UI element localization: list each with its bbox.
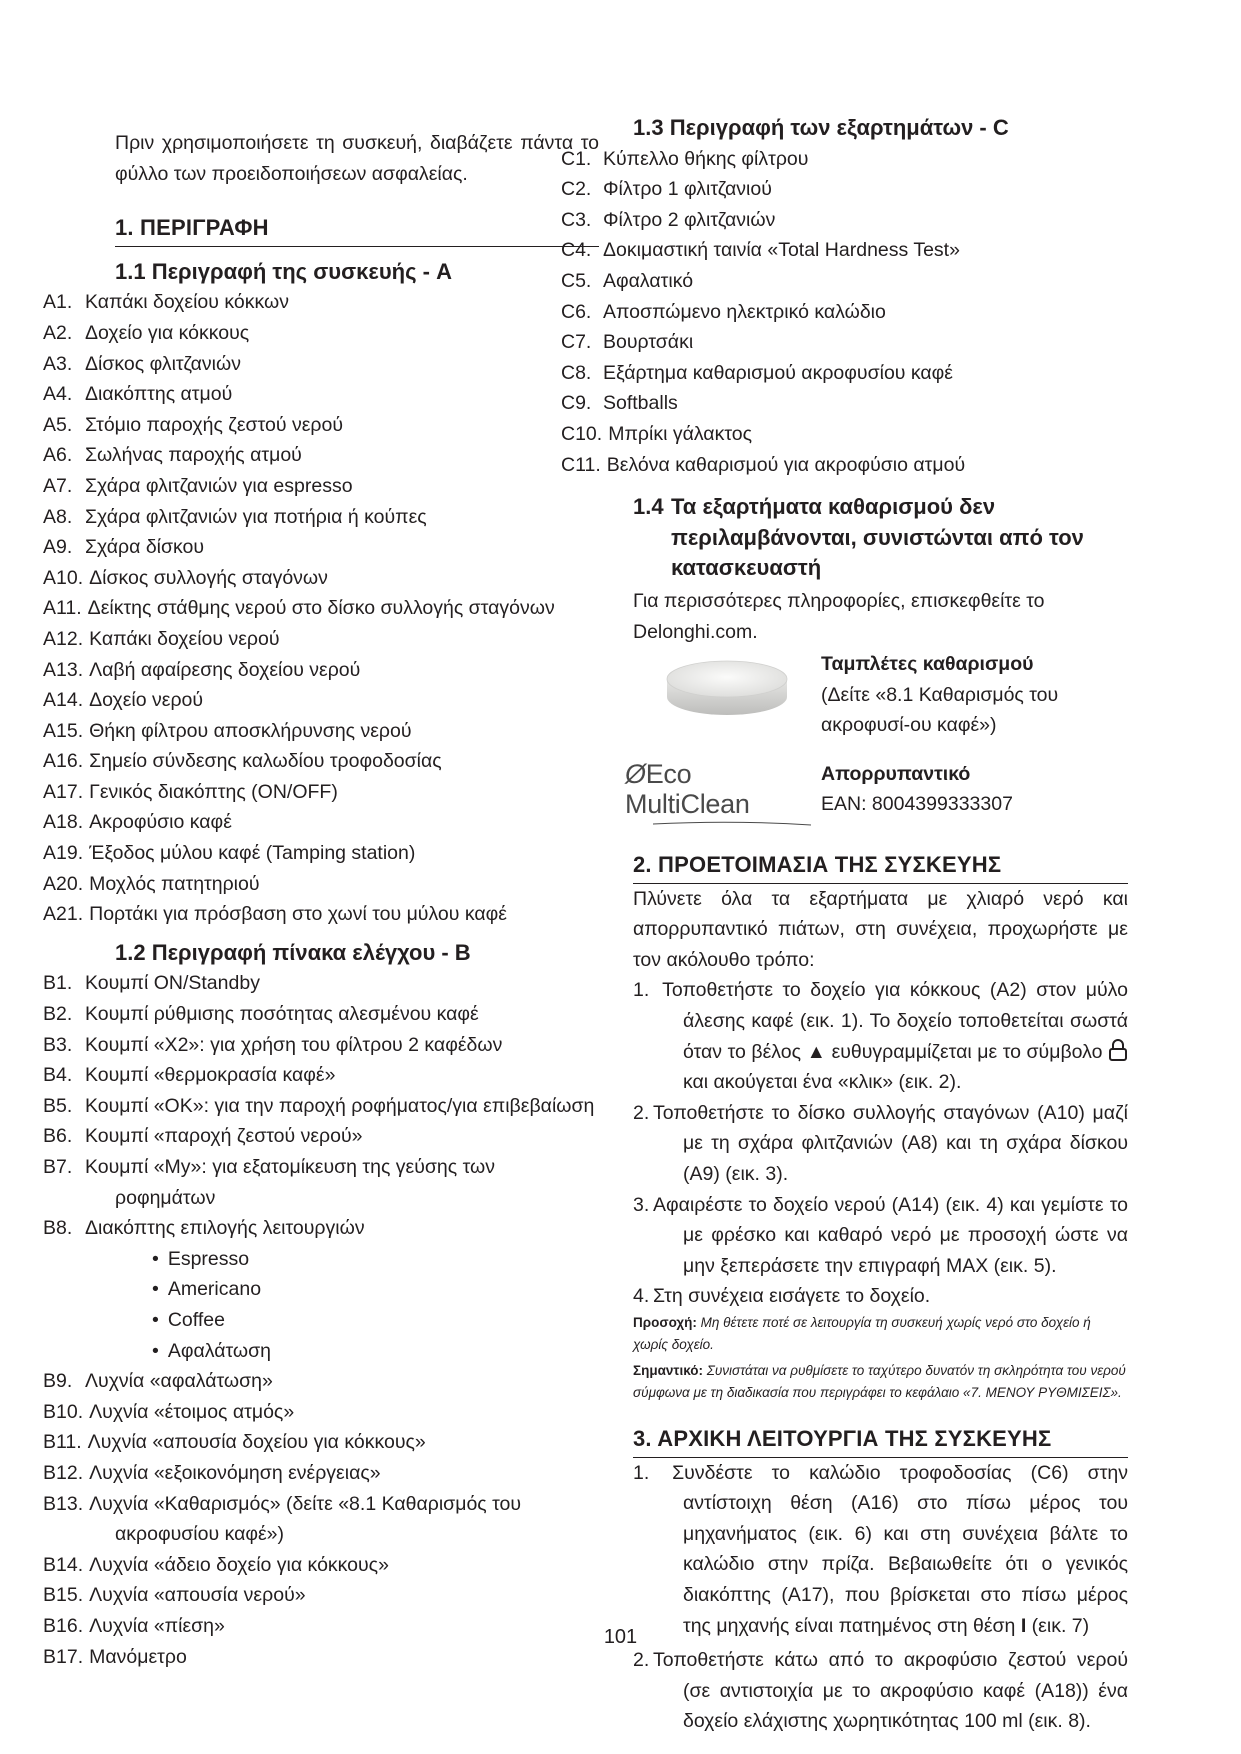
function-option: • Espresso <box>152 1244 599 1275</box>
list-item <box>43 807 599 838</box>
list-item: B4. Κουμπί «θερμοκρασία καφέ» <box>43 1064 336 1087</box>
list-item <box>561 419 1128 450</box>
list-item: B3. Κουμπί «X2»: για χρήση του φίλτρου 2 καφέδων <box>43 1033 503 1056</box>
item-text: Φίλτρο 1 φλιτζανιού <box>603 178 772 201</box>
item-code: B14. <box>43 1553 84 1576</box>
arrow-up-icon: ▲ <box>806 1040 826 1063</box>
logo-swoosh-icon <box>633 818 813 828</box>
item-code: C11. <box>561 453 601 476</box>
section-1-3-heading: 1.3 Περιγραφή των εξαρτημάτων - C <box>633 115 1009 140</box>
list-item: C4. Δοκιμαστική ταινία «Total Hardness Test» <box>561 239 960 262</box>
list-item <box>43 1427 599 1458</box>
item-text: Λυχνία «έτοιμος ατμός» <box>89 1400 295 1423</box>
item-code: A15. <box>43 719 84 742</box>
item-text: Δίσκος φλιτζανιών <box>85 352 241 375</box>
item-text: Μανόμετρο <box>89 1645 187 1668</box>
list-item: A6. Σωλήνας παροχής ατμού <box>43 444 302 467</box>
item-code: B15. <box>43 1584 84 1607</box>
list-item: B9. Λυχνία «αφαλάτωση» <box>43 1370 273 1393</box>
intro-text: Πριν χρησιμοποιήσετε τη συσκευή, διαβάζετε πάντα το φύλλο των προειδοποιήσεων ασφαλείας. <box>115 132 599 185</box>
item-text: Λυχνία «αφαλάτωση» <box>85 1370 273 1393</box>
section-1-2-heading: 1.2 Περιγραφή πίνακα ελέγχου - B <box>115 939 471 965</box>
item-text: Θήκη φίλτρου αποσκλήρυνσης νερού <box>89 719 412 742</box>
list-item: B6. Κουμπί «παροχή ζεστού νερού» <box>43 1125 363 1148</box>
list-item <box>43 1397 599 1428</box>
item-code: B13. <box>43 1492 84 1515</box>
item-code: C10. <box>561 422 603 445</box>
list-item: A4. Διακόπτης ατμού <box>43 383 233 406</box>
item-text: Έξοδος μύλου καφέ (Tamping station) <box>89 842 416 865</box>
list-item <box>43 777 599 808</box>
item-text: Λυχνία «Καθαρισμός» (δείτε «8.1 Καθαρισμός του ακροφυσίου καφέ») <box>89 1492 522 1546</box>
item-text: Δοκιμαστική ταινία «Total Hardness Test» <box>603 239 960 262</box>
item-code: A11. <box>43 597 82 620</box>
list-item <box>43 593 599 624</box>
item-code: B12. <box>43 1461 84 1484</box>
item-text: Softballs <box>603 392 678 415</box>
left-column <box>43 128 599 1672</box>
list-item: C5. Αφαλατικό <box>561 269 694 292</box>
detergent-ean: EAN: 8004399333307 <box>821 793 1013 816</box>
list-item: A9. Σχάρα δίσκου <box>43 536 205 559</box>
step-number: 3. <box>633 1193 650 1216</box>
first-use-step-1: 1. Συνδέστε το καλώδιο τροφοδοσίας (C6) στην αντίστοιχη θέση (A16) στο πίσω μέρος του μηχανήματος (εικ. 6) και στη συνέχεια βάλτε το καλώδιο στην πρίζα. Βεβαιωθείτε ότι ο γενικός διακόπτης (A17), που βρίσκεται στο πίσω μέρος της μηχανής είναι πατημένος στη θέση I (εικ. 7) <box>633 1458 1128 1642</box>
item-text: Στόμιο παροχής ζεστού νερού <box>85 413 343 436</box>
item-text: Λυχνία «άδειο δοχείο για κόκκους» <box>89 1553 389 1576</box>
prep-step-4: 4. Στη συνέχεια εισάγετε το δοχείο. <box>633 1281 1128 1312</box>
prep-step-1: 1. Τοποθετήστε το δοχείο για κόκκους (A2) στον μύλο άλεσης καφέ (εικ. 1). Το δοχείο τοποθετείται σωστά όταν το βέλος ▲ ευθυγραμμίζεται με το σύμβολο και ακούγεται ένα «κλικ» (εικ. 2). <box>633 975 1128 1097</box>
item-code: A10. <box>43 566 84 589</box>
eco-multiclean-logo <box>625 758 821 828</box>
section-1-4-heading <box>633 492 1128 584</box>
item-text: Λυχνία «απουσία δοχείου για κόκκους» <box>87 1431 426 1454</box>
item-text: Κουμπί ON/Standby <box>85 972 260 995</box>
item-text: Κουμπί «θερμοκρασία καφέ» <box>85 1064 336 1087</box>
cleaning-tablet-image <box>633 649 821 729</box>
item-text: Αφαλατικό <box>603 269 694 292</box>
more-info-text: Για περισσότερες πληροφορίες, επισκεφθείτε το Delonghi.com. <box>633 589 1045 643</box>
item-text: Γενικός διακόπτης (ON/OFF) <box>89 780 338 803</box>
item-code: A12. <box>43 627 84 650</box>
step-number: 2. <box>633 1649 650 1672</box>
item-code: A19. <box>43 842 84 865</box>
list-item <box>561 450 1128 481</box>
list-item <box>43 1550 599 1581</box>
list-item <box>43 685 599 716</box>
item-text: Πορτάκι για πρόσβαση στο χωνί του μύλου καφέ <box>89 903 507 926</box>
step-number: 1. <box>633 979 650 1002</box>
list-item <box>43 869 599 900</box>
item-text: Σχάρα φλιτζανιών για ποτήρια ή κούπες <box>85 505 427 528</box>
item-code: A21. <box>43 903 84 926</box>
function-option: • Americano <box>152 1274 599 1305</box>
control-panel-list <box>43 968 599 1243</box>
list-item: C2. Φίλτρο 1 φλιτζανιού <box>561 178 772 201</box>
list-item: A3. Δίσκος φλιτζανιών <box>43 352 241 375</box>
list-item: B1. Κουμπί ON/Standby <box>43 972 260 995</box>
list-item <box>43 655 599 686</box>
item-code: B16. <box>43 1614 84 1637</box>
item-text: Φίλτρο 2 φλιτζανιών <box>603 208 776 231</box>
item-text: Μπρίκι γάλακτος <box>608 422 752 445</box>
item-code: B10. <box>43 1400 84 1423</box>
detergent <box>625 758 1128 828</box>
list-item <box>43 716 599 747</box>
item-code: A16. <box>43 750 84 773</box>
tablet-icon <box>657 649 797 729</box>
step-number: 2. <box>633 1101 650 1124</box>
list-item: C3. Φίλτρο 2 φλιτζανιών <box>561 208 776 231</box>
item-text: Δοχείο νερού <box>89 689 204 712</box>
item-text: Αποσπώμενο ηλεκτρικό καλώδιο <box>603 300 886 323</box>
section-1-4-number: 1.4 <box>633 494 664 520</box>
page-number: 101 <box>603 1626 638 1648</box>
item-text: Εξάρτημα καθαρισμού ακροφυσίου καφέ <box>603 361 953 384</box>
list-item: A7. Σχάρα φλιτζανιών για espresso <box>43 474 353 497</box>
caution-note: Προσοχή: Μη θέτετε ποτέ σε λειτουργία τη συσκευή χωρίς νερό στο δοχείο ή χωρίς δοχείο. <box>633 1314 1091 1352</box>
detergent-title: Απορρυπαντικό <box>821 762 971 785</box>
function-selector-options <box>115 1244 599 1366</box>
section-2-intro: Πλύνετε όλα τα εξαρτήματα με χλιαρό νερό και απορρυπαντικό πιάτων, στη συνέχεια, προχωρήστε με τον ακόλουθο τρόπο: <box>633 887 1128 971</box>
item-text: Δείκτης στάθμης νερού στο δίσκο συλλογής σταγόνων <box>87 597 555 620</box>
list-item <box>43 563 599 594</box>
item-text: Κουμπί «παροχή ζεστού νερού» <box>85 1125 363 1148</box>
lock-icon <box>1108 1039 1128 1061</box>
item-text: Κουμπί «OK»: για την παροχή ροφήματος/για επιβεβαίωση <box>85 1094 595 1117</box>
important-note: Σημαντικό: Συνιστάται να ρυθμίσετε το ταχύτερο δυνατόν τη σκληρότητα του νερού σύμφωνα με τη διαδικασία που περιγράφει το κεφάλαιο «7. ΜΕΝΟΥ ΡΥΘΜΙΣΕΙΣ». <box>633 1362 1126 1400</box>
list-item: C8. Εξάρτημα καθαρισμού ακροφυσίου καφέ <box>561 361 953 384</box>
list-item <box>43 838 599 869</box>
item-text: Καπάκι δοχείου κόκκων <box>85 291 289 314</box>
list-item <box>43 1580 599 1611</box>
item-text: Σωλήνας παροχής ατμού <box>85 444 302 467</box>
list-item: A2. Δοχείο για κόκκους <box>43 321 250 344</box>
prep-step-2: 2. Τοποθετήστε το δίσκο συλλογής σταγόνων (A10) μαζί με τη σχάρα φλιτζανιών (A8) και τη σχάρα δίσκου (A9) (εικ. 3). <box>633 1098 1128 1190</box>
leaf-icon: Ø <box>625 758 646 789</box>
item-text: Ακροφύσιο καφέ <box>89 811 232 834</box>
list-item: C6. Αποσπώμενο ηλεκτρικό καλώδιο <box>561 300 886 323</box>
on-position-mark: I <box>1020 1614 1027 1637</box>
section-2-heading: 2. ΠΡΟΕΤΟΙΜΑΣΙΑ ΤΗΣ ΣΥΣΚΕΥΗΣ <box>633 850 1128 884</box>
accessories-list <box>561 144 1128 481</box>
function-option: • Coffee <box>152 1305 599 1336</box>
section-1-heading: 1. ΠΕΡΙΓΡΑΦΗ <box>115 213 599 247</box>
item-text: Διακόπτης ατμού <box>85 383 233 406</box>
cleaning-tablets-text: (Δείτε «8.1 Καθαρισμός του ακροφυσί-ου καφέ») <box>821 683 1059 737</box>
step-number: 4. <box>633 1285 650 1308</box>
function-option: • Αφαλάτωση <box>152 1336 599 1367</box>
item-code: A13. <box>43 658 84 681</box>
section-1-1-heading: 1.1 Περιγραφή της συσκευής - A <box>115 258 452 284</box>
item-text: Βουρτσάκι <box>603 331 694 354</box>
item-code: A14. <box>43 689 84 712</box>
item-text: Κουμπί «My»: για εξατομίκευση της γεύσης των ροφημάτων <box>85 1156 495 1209</box>
list-item: B5. Κουμπί «OK»: για την παροχή ροφήματος/για επιβεβαίωση <box>43 1094 595 1117</box>
item-text: Διακόπτης επιλογής λειτουργιών <box>85 1217 365 1240</box>
item-text: Σχάρα φλιτζανιών για espresso <box>85 474 353 497</box>
list-item <box>43 746 599 777</box>
list-item: C7. Βουρτσάκι <box>561 331 694 354</box>
item-text: Λυχνία «απουσία νερού» <box>89 1584 306 1607</box>
section-3-heading: 3. ΑΡΧΙΚΗ ΛΕΙΤΟΥΡΓΙΑ ΤΗΣ ΣΥΣΚΕΥΗΣ <box>633 1424 1128 1458</box>
item-text: Σημείο σύνδεσης καλωδίου τροφοδοσίας <box>89 750 442 773</box>
item-code: B17. <box>43 1645 84 1668</box>
item-text: Βελόνα καθαρισμού για ακροφύσιο ατμού <box>606 453 966 476</box>
item-text: Κύπελλο θήκης φίλτρου <box>603 147 809 170</box>
section-1-4-title: Τα εξαρτήματα καθαρισμού δεν περιλαμβάνονται, συνιστώνται από τον κατασκευαστή <box>671 494 1084 581</box>
list-item: A1. Καπάκι δοχείου κόκκων <box>43 291 289 314</box>
item-text: Λυχνία «εξοικονόμηση ενέργειας» <box>89 1461 381 1484</box>
list-item: C1. Κύπελλο θήκης φίλτρου <box>561 147 809 170</box>
item-text: Δίσκος συλλογής σταγόνων <box>89 566 328 589</box>
item-text: Κουμπί «X2»: για χρήση του φίλτρου 2 καφέδων <box>85 1033 503 1056</box>
item-code: A17. <box>43 780 84 803</box>
list-item: A8. Σχάρα φλιτζανιών για ποτήρια ή κούπες <box>43 505 427 528</box>
item-code: B11. <box>43 1431 82 1454</box>
list-item: A5. Στόμιο παροχής ζεστού νερού <box>43 413 343 436</box>
list-item <box>43 899 599 930</box>
list-item: B7. Κουμπί «My»: για εξατομίκευση της γεύσης των ροφημάτων <box>43 1156 495 1209</box>
cleaning-tablets-title: Ταμπλέτες καθαρισμού <box>821 653 1034 676</box>
list-item: B8. Διακόπτης επιλογής λειτουργιών <box>43 1217 365 1240</box>
item-text: Λυχνία «πίεση» <box>89 1614 225 1637</box>
list-item: C9. Softballs <box>561 392 678 415</box>
eco-multiclean-logo-text: Eco MultiClean <box>625 758 750 820</box>
item-text: Κουμπί ρύθμισης ποσότητας αλεσμένου καφέ <box>85 1003 479 1026</box>
item-text: Δοχείο για κόκκους <box>85 321 250 344</box>
item-text: Σχάρα δίσκου <box>85 536 205 559</box>
item-text: Καπάκι δοχείου νερού <box>89 627 280 650</box>
appliance-parts-list <box>43 287 599 929</box>
step-number: 1. <box>633 1461 650 1484</box>
list-item <box>43 1458 599 1489</box>
first-use-step-2: 2. Τοποθετήστε κάτω από το ακροφύσιο ζεστού νερού (σε αντιστοιχία με το ακροφύσιο καφέ (A18)) ένα δοχείο ελάχιστης χωρητικότητας 100 ml (εικ. 8). <box>633 1645 1128 1737</box>
prep-step-3: 3. Αφαιρέστε το δοχείο νερού (A14) (εικ. 4) και γεμίστε το με φρέσκο και καθαρό νερό με προσοχή ώστε να μην ξεπεράσετε την επιγραφή MAX (εικ. 5). <box>633 1190 1128 1282</box>
list-item: B2. Κουμπί ρύθμισης ποσότητας αλεσμένου καφέ <box>43 1003 479 1026</box>
item-code: A20. <box>43 872 84 895</box>
list-item <box>43 624 599 655</box>
item-text: Λαβή αφαίρεσης δοχείου νερού <box>89 658 361 681</box>
item-text: Μοχλός πατητηριού <box>89 872 260 895</box>
list-item <box>43 1489 599 1550</box>
cleaning-tablets <box>633 649 1128 741</box>
item-code: A18. <box>43 811 84 834</box>
